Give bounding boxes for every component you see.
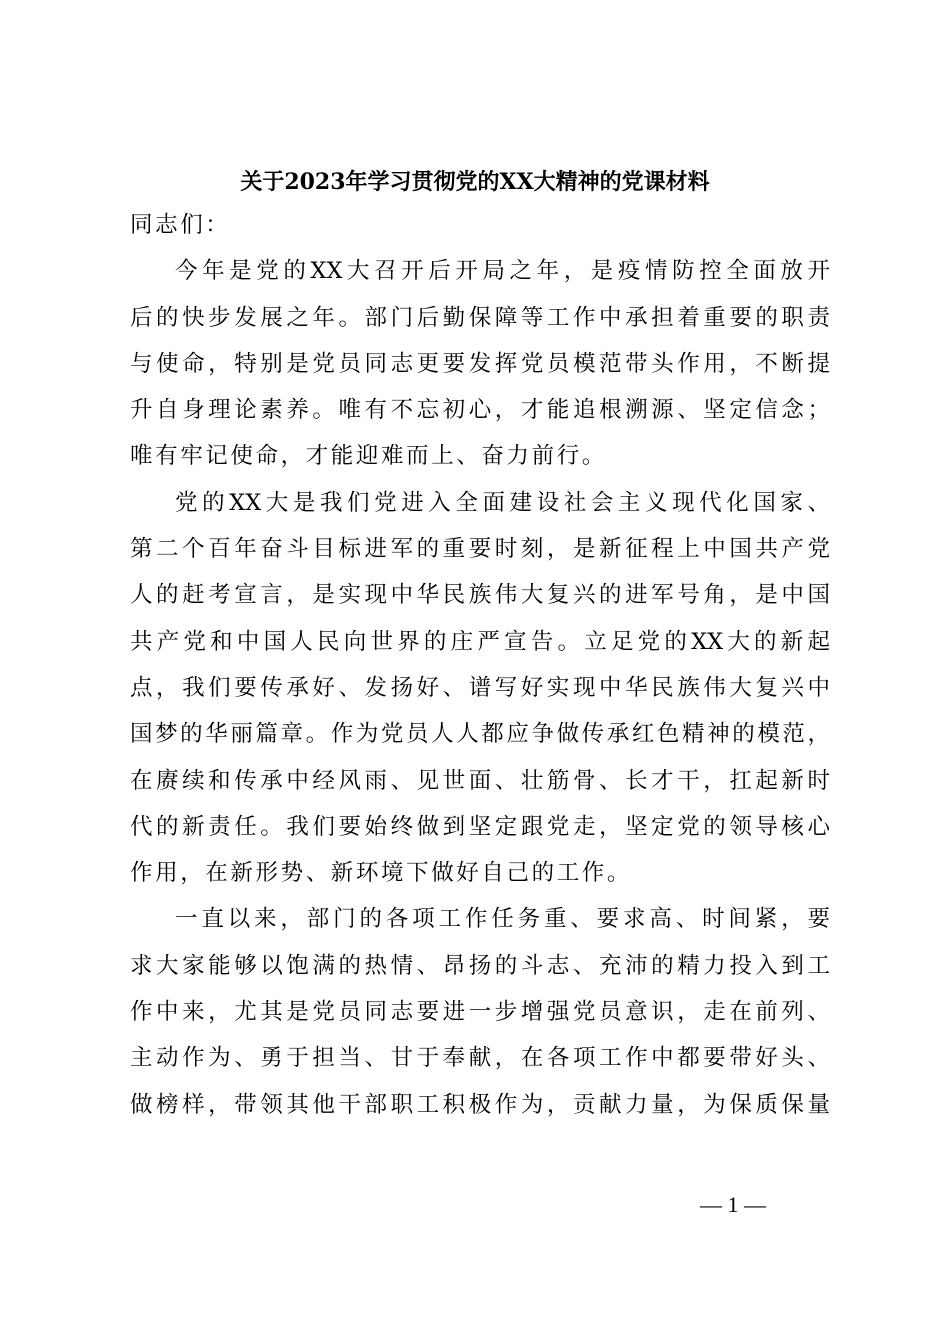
body-line: 后的快步发展之年。部门后勤保障等工作中承担着重要的职责 [130,304,830,331]
body-line: 国梦的华丽篇章。作为党员人人都应争做传承红色精神的模范， [130,721,830,748]
body-line: 作用，在新形势、新环境下做好自己的工作。 [130,860,633,887]
body-line: 今年是党的XX大召开后开局之年，是疫情防控全面放开 [175,258,830,285]
body-line: 点，我们要传承好、发扬好、谱写好实现中华民族伟大复兴中 [130,674,830,701]
document-body [130,202,830,1128]
body-line: 与使命，特别是党员同志更要发挥党员模范带头作用，不断提 [130,350,830,377]
body-line: 主动作为、勇于担当、甘于奉献，在各项工作中都要带好头、 [130,1045,830,1072]
body-line: 代的新责任。我们要始终做到坚定跟党走，坚定党的领导核心 [130,813,830,840]
body-line: 党的XX大是我们党进入全面建设社会主义现代化国家、 [175,489,830,516]
body-line: 第二个百年奋斗目标进军的重要时刻，是新征程上中国共产党 [130,536,830,563]
body-line: 求大家能够以饱满的热情、昂扬的斗志、充沛的精力投入到工 [130,952,830,979]
body-line: 在赓续和传承中经风雨、见世面、壮筋骨、长才干，扛起新时 [130,767,830,794]
body-line: 人的赶考宣言，是实现中华民族伟大复兴的进军号角，是中国 [130,582,830,609]
body-line: 作中来，尤其是党员同志要进一步增强党员意识，走在前列、 [130,999,830,1026]
body-line: 唯有牢记使命，才能迎难而上、奋力前行。 [130,443,607,470]
body-line: 共产党和中国人民向世界的庄严宣告。立足党的XX大的新起 [130,628,830,655]
body-line: 一直以来，部门的各项工作任务重、要求高、时间紧，要 [175,906,830,933]
page-number: — 1 — [700,1192,766,1217]
paragraph-lines [130,248,830,1128]
salutation: 同志们： [130,212,231,238]
document-title: 关于2023年学习贯彻党的XX大精神的党课材料 [240,169,710,195]
body-line: 升自身理论素养。唯有不忘初心，才能追根溯源、坚定信念； [130,397,830,424]
body-line: 做榜样，带领其他干部职工积极作为，贡献力量，为保质保量 [130,1091,830,1118]
